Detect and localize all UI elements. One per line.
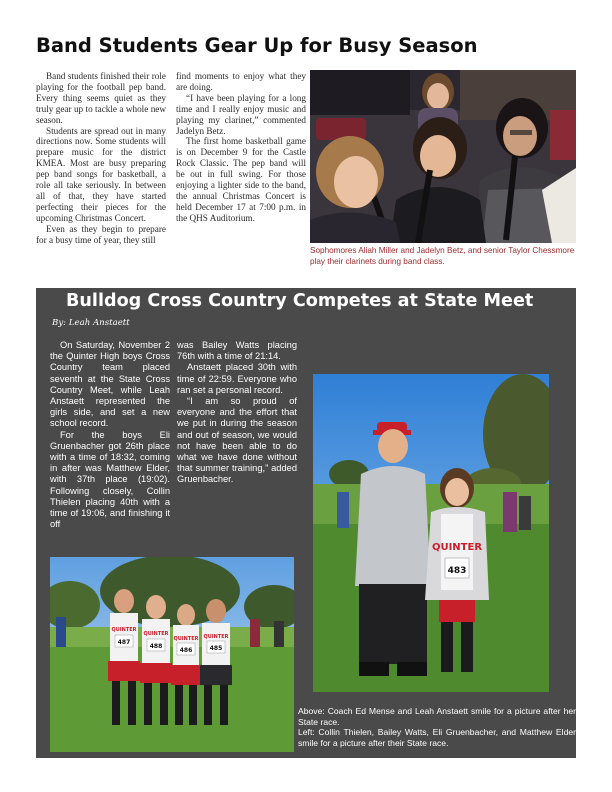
band-paragraph: Even as they begin to prepare for a busy time of year, they still [36, 223, 166, 245]
boys-runners-photo [50, 557, 294, 752]
band-photo-caption: Sophomores Aliah Miller and Jadelyn Betz, and senior Taylor Chessmore play their clarinets during band class. [310, 246, 575, 266]
cross-country-paragraph: was Bailey Watts placing 76th with a time of 21:14. [177, 340, 297, 362]
coach-and-runner-photo [313, 374, 549, 692]
cross-country-paragraph: Anstaett placed 30th with time of 22:59. Everyone who ran set a personal record. [177, 362, 297, 395]
jersey-text: QUINTER [431, 542, 483, 553]
svg-text:QUINTER: QUINTER [143, 631, 169, 637]
band-paragraph: “I have been playing for a long time and I really enjoy music and playing my clarinet,” commented Jadelyn Betz. [176, 92, 306, 136]
bib-number: 486 [179, 647, 193, 654]
band-paragraph: The first home basketball game is on December 9 for the Castle Rock Classic. The pep band will be out in full swing. For those enjoying a lighter side to the band, the annual Christmas Concert is held December 17 at 7:00 p.m. in the QHS Auditorium. [176, 136, 306, 223]
bib-number: 485 [209, 645, 223, 652]
svg-text:QUINTER: QUINTER [173, 636, 199, 642]
band-article-column-1 [36, 71, 166, 246]
band-paragraph: find moments to enjoy what they are doing. [176, 71, 306, 92]
cross-country-captions [298, 706, 576, 748]
cross-country-column-2 [177, 340, 297, 486]
cross-country-column-1 [50, 340, 170, 530]
band-class-photo [310, 70, 576, 243]
bib-number: 488 [149, 643, 163, 650]
cross-country-paragraph: On Saturday, November 2 the Quinter High boys Cross Country team placed seventh at the State Cross Country Meet, while Leah Anstaett represented the girls side, and set a new school record. [50, 340, 170, 429]
svg-text:QUINTER: QUINTER [203, 634, 229, 640]
svg-text:QUINTER: QUINTER [111, 627, 137, 633]
band-paragraph: Students are spread out in many directions now. Some students will prepare music for the district KMEA. Most are busy preparing pep band songs for basketball, a role all take seriously. In between all of that, they have started perfecting their pieces for the upcoming Christmas Concert. [36, 125, 166, 223]
cross-country-byline: By: Leah Anstaett [52, 318, 130, 328]
caption-above: Above: Coach Ed Mense and Leah Anstaett smile for a picture after her State race. [298, 706, 576, 727]
caption-left: Left: Collin Thielen, Bailey Watts, Eli Gruenbacher, and Matthew Elder smile for a picture after their State race. [298, 727, 576, 748]
cross-country-paragraph: For the boys Eli Gruenbacher got 26th place with a time of 18:32, coming in after was Matthew Elder, with 37th place (19:02). Following closely, Collin Thielen placing 40th with a time of 19:06, and finishing it off [50, 429, 170, 530]
girl-bib-number: 483 [447, 566, 467, 576]
band-article-title: Band Students Gear Up for Busy Season [36, 34, 478, 57]
bib-number: 487 [117, 639, 131, 646]
cross-country-title: Bulldog Cross Country Competes at State Meet [66, 291, 534, 311]
band-article-column-2 [176, 71, 306, 224]
band-paragraph: Band students finished their role playing for the football pep band. Every thing seems quiet as they truly gear up to tackle a whole new season. [36, 71, 166, 125]
cross-country-paragraph: “I am so proud of everyone and the effort that we put in during the season and out of season, we would not have been able to do what we have done without that summer training,” added Gruenbacher. [177, 396, 297, 485]
